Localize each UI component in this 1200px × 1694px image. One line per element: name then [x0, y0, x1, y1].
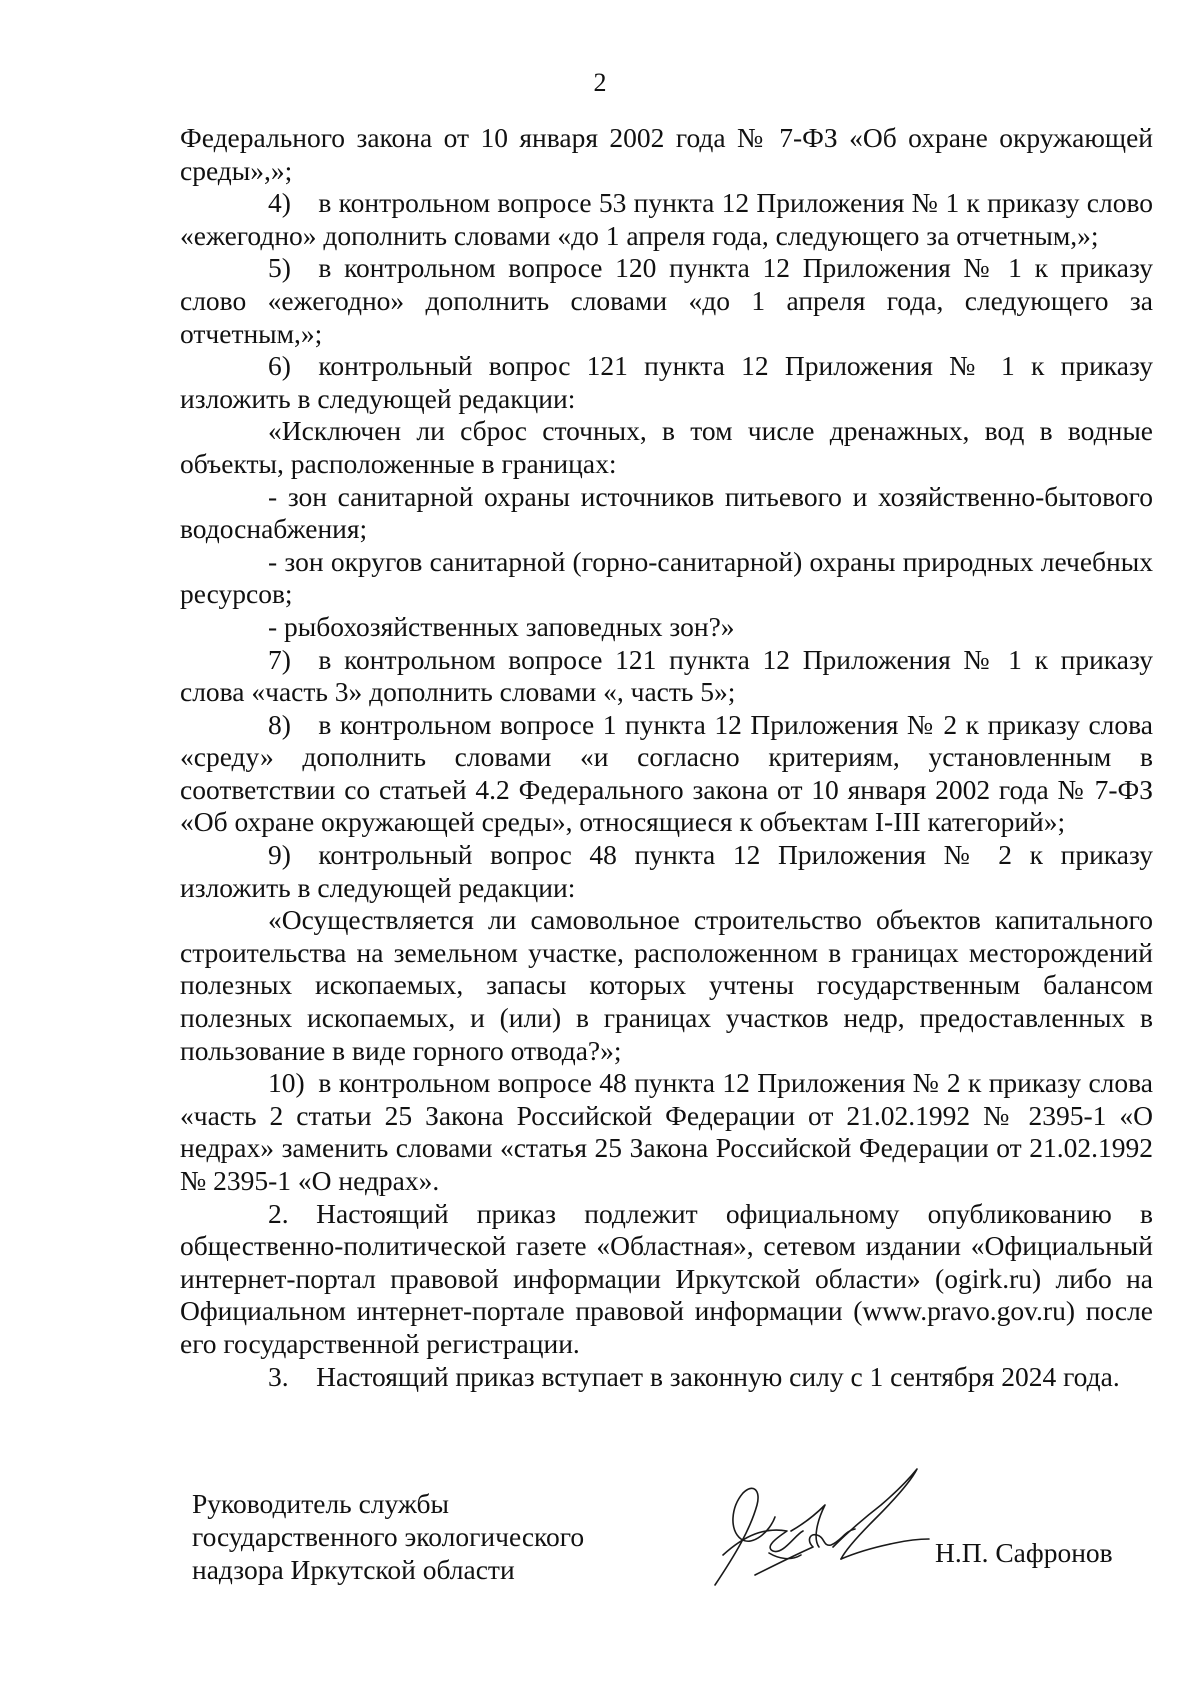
signatory-title-word: службы	[358, 1488, 450, 1519]
signatory-title-line-3: надзора Иркутской области	[192, 1554, 515, 1585]
signatory-title-word: Руководитель	[192, 1488, 352, 1519]
signatory-title-word: государственного	[192, 1521, 398, 1552]
paragraph-clause-2: 2. Настоящий приказ подлежит официальному опубликованию в общественно-политической газете «Областная», сетевом издании «Официальный интернет-портал правовой информации Иркутской области» (ogirk.ru) либо на Официальном интернет-портале правовой информации (www.pravo.gov.ru) после его государственной регистрации.	[180, 1197, 1153, 1359]
paragraph-quote-construction: «Осуществляется ли самовольное строительство объектов капитального строительства на земельном участке, расположенном в границах месторождений полезных ископаемых, запасы которых учтены государственным балансом полезных ископаемых, и (или) в границах участков недр, предоставленных в пользование в виде горного отвода?»;	[180, 904, 1153, 1066]
paragraph-item-5: 5) в контрольном вопросе 120 пункта 12 Приложения № 1 к приказу слово «ежегодно» дополнить словами «до 1 апреля года, следующего за отчетным,»;	[180, 252, 1153, 349]
signatory-name: Н.П. Сафронов	[935, 1537, 1113, 1568]
document-body	[180, 122, 1153, 1393]
signatory-title-line-1	[192, 1487, 650, 1520]
paragraph-bullet-fishery-zones: - рыбохозяйственных заповедных зон?»	[268, 610, 735, 642]
paragraph-continuation: Федерального закона от 10 января 2002 года № 7-ФЗ «Об охране окружающей среды»,»;	[180, 122, 1153, 186]
paragraph-item-9: 9) контрольный вопрос 48 пункта 12 Приложения № 2 к приказу изложить в следующей редакции:	[180, 839, 1153, 903]
paragraph-item-10: 10) в контрольном вопросе 48 пункта 12 Приложения № 2 к приказу слова «часть 2 статьи 25 Закона Российской Федерации от 21.02.1992 № 2395-1 «О недрах» заменить словами «статья 25 Закона Российской Федерации от 21.02.1992 № 2395-1 «О недрах».	[180, 1067, 1153, 1196]
signatory-title	[192, 1487, 650, 1586]
paragraph-item-4: 4) в контрольном вопросе 53 пункта 12 Приложения № 1 к приказу слово «ежегодно» дополнить словами «до 1 апреля года, следующего за отчетным,»;	[180, 187, 1153, 251]
paragraph-bullet-water-zones: - зон санитарной охраны источников питьевого и хозяйственно-бытового водоснабжения;	[180, 480, 1153, 545]
signatory-title-line-2	[192, 1520, 650, 1553]
paragraph-item-7: 7) в контрольном вопросе 121 пункта 12 Приложения № 1 к приказу слова «часть 3» дополнить словами «, часть 5»;	[180, 643, 1153, 708]
signatory-title-word: экологического	[404, 1521, 585, 1552]
paragraph-quote-intro: «Исключен ли сброс сточных, в том числе дренажных, вод в водные объекты, расположенные в границах:	[180, 415, 1153, 479]
paragraph-bullet-sanitary-districts: - зон округов санитарной (горно-санитарной) охраны природных лечебных ресурсов;	[180, 545, 1153, 610]
paragraph-clause-3: 3. Настоящий приказ вступает в законную силу с 1 сентября 2024 года.	[268, 1360, 1120, 1392]
paragraph-item-6: 6) контрольный вопрос 121 пункта 12 Приложения № 1 к приказу изложить в следующей редакции:	[180, 350, 1153, 414]
page-number: 2	[593, 68, 607, 97]
handwritten-signature	[695, 1435, 935, 1615]
paragraph-item-8: 8) в контрольном вопросе 1 пункта 12 Приложения № 2 к приказу слова «среду» дополнить словами «и согласно критериям, установленным в соответствии со статьей 4.2 Федерального закона от 10 января 2002 года № 7-ФЗ «Об охране окружающей среды», относящиеся к объектам I-III категорий»;	[180, 708, 1153, 838]
